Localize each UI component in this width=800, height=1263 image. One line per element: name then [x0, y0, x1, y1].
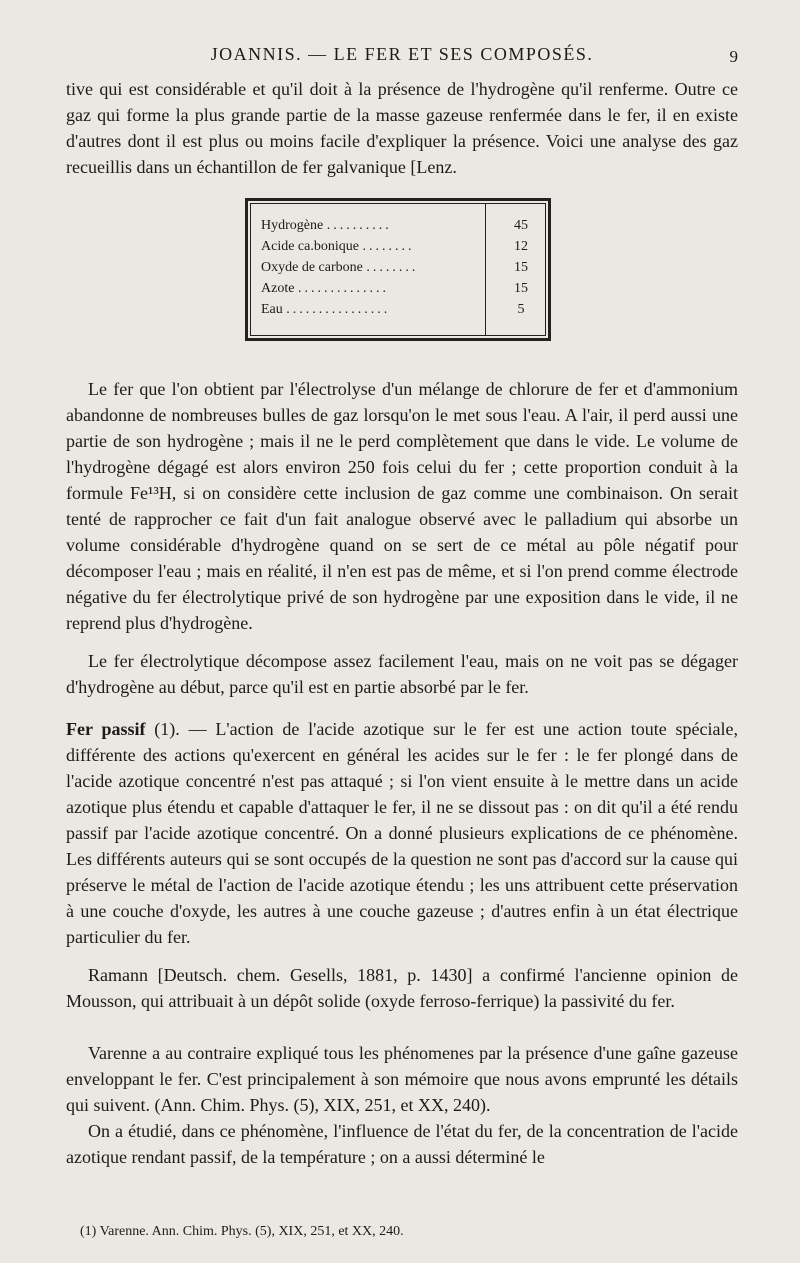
gas-value: 5 [517, 302, 525, 317]
paragraph-electrolysis: Le fer que l'on obtient par l'électrolyse d'un mélange de chlorure de fer et d'ammonium abandonne de nombreuses bulles de gaz lorsqu'on le met sous l'eau. A l'air, il perd aussi une partie de son hydrogène ; mais il ne le perd complètement que dans le vide. Le volume de l'hydrogène dégagé est alors environ 250 fois celui du fer ; cette proportion conduit à la formule Fe¹³H, si on considère cette inclusion de gaz comme une combinaison. On serait tenté de rapprocher ce fait d'un fait analogue observé avec le palladium qui absorbe un volume considérable d'hydrogène quand on se sert de ce métal au pôle négatif pour décomposer l'eau ; mais en réalité, il n'en est pas de même, et si l'on prend comme électrode négative du fer électrolytique privé de son hydrogène par une exposition dans le vide, il ne reprend plus d'hydrogène. [66, 379, 738, 633]
gas-value: 12 [514, 239, 528, 254]
paragraph-decomposition: Le fer électrolytique décompose assez facilement l'eau, mais on ne voit pas se dégager d'hydrogène au début, parce qu'il est en partie absorbé par le fer. [66, 651, 738, 697]
gas-value: 15 [514, 260, 528, 275]
running-header [66, 44, 738, 70]
gas-value: 45 [514, 218, 528, 233]
page-number: 9 [729, 47, 738, 66]
paragraph-ramann: Ramann [Deutsch. chem. Gesells, 1881, p. 1430] a confirmé l'ancienne opinion de Mousson, qui attribuait à un dépôt solide (oxyde ferroso-ferrique) la passivité du fer. [66, 965, 738, 1011]
footnote: (1) Varenne. Ann. Chim. Phys. (5), XIX, 251, et XX, 240. [80, 1224, 404, 1239]
gas-value: 15 [514, 281, 528, 296]
paragraph-intro: tive qui est considérable et qu'il doit à la présence de l'hydrogène qu'il renferme. Outre ce gaz qui forme la plus grande partie de la masse gazeuse renfermée dans le fer, il en existe d'autres dont il est plus ou moins facile d'expliquer la présence. Voici une analyse des gaz recueillis dans un échantillon de fer galvanique [Lenz. [66, 79, 738, 177]
gas-analysis-table [245, 198, 551, 341]
table-row [261, 260, 541, 280]
gas-name: Acide ca.bonique ........ [261, 239, 415, 254]
gas-name: Oxyde de carbone ........ [261, 260, 419, 275]
footnote-ref: (1). [145, 719, 180, 739]
section-heading: Fer passif [66, 719, 146, 739]
table-row [261, 239, 541, 259]
table-row [261, 302, 541, 322]
paragraph-varenne: Varenne a au contraire expliqué tous les phénomenes par la présence d'une gaîne gazeuse enveloppant le fer. C'est principalement à son mémoire que nous avons emprunté les détails qui suivent. (Ann. Chim. Phys. (5), XIX, 251, et XX, 240). [66, 1043, 738, 1115]
gas-name: Azote .............. [261, 281, 389, 296]
table-row [261, 218, 541, 238]
running-title: JOANNIS. — LE FER ET SES COMPOSÉS. [210, 44, 594, 64]
gas-name: Hydrogène .......... [261, 218, 392, 233]
paragraph-study: On a étudié, dans ce phénomène, l'influence de l'état du fer, de la concentration de l'acide azotique rendant passif, de la température ; on a aussi déterminé le [66, 1121, 738, 1167]
paragraph-passive-iron: Fer passif (1). — L'action de l'acide azotique sur le fer est une action toute spéciale, différente des actions qu'exercent en général les acides sur le fer : le fer plongé dans de l'acide azotique concentré n'est pas attaqué ; si l'on vient ensuite à le mettre dans un acide azotique plus étendu et capable d'attaquer le fer, il ne se dissout pas : on dit qu'il a été rendu passif par l'acide azotique concentré. On a donné plusieurs explications de ce phénomène. Les différents auteurs qui se sont occupés de la question ne sont pas d'accord sur la cause qui préserve le métal de l'action de l'acide azotique étendu ; les uns attribuent cette préservation à une couche d'oxyde, les autres à une couche gazeuse ; d'autres enfin à un état électrique particulier du fer. [66, 719, 738, 947]
gas-name: Eau ................ [261, 302, 391, 317]
table-row [261, 281, 541, 301]
gas-analysis-table-inner [250, 203, 546, 336]
